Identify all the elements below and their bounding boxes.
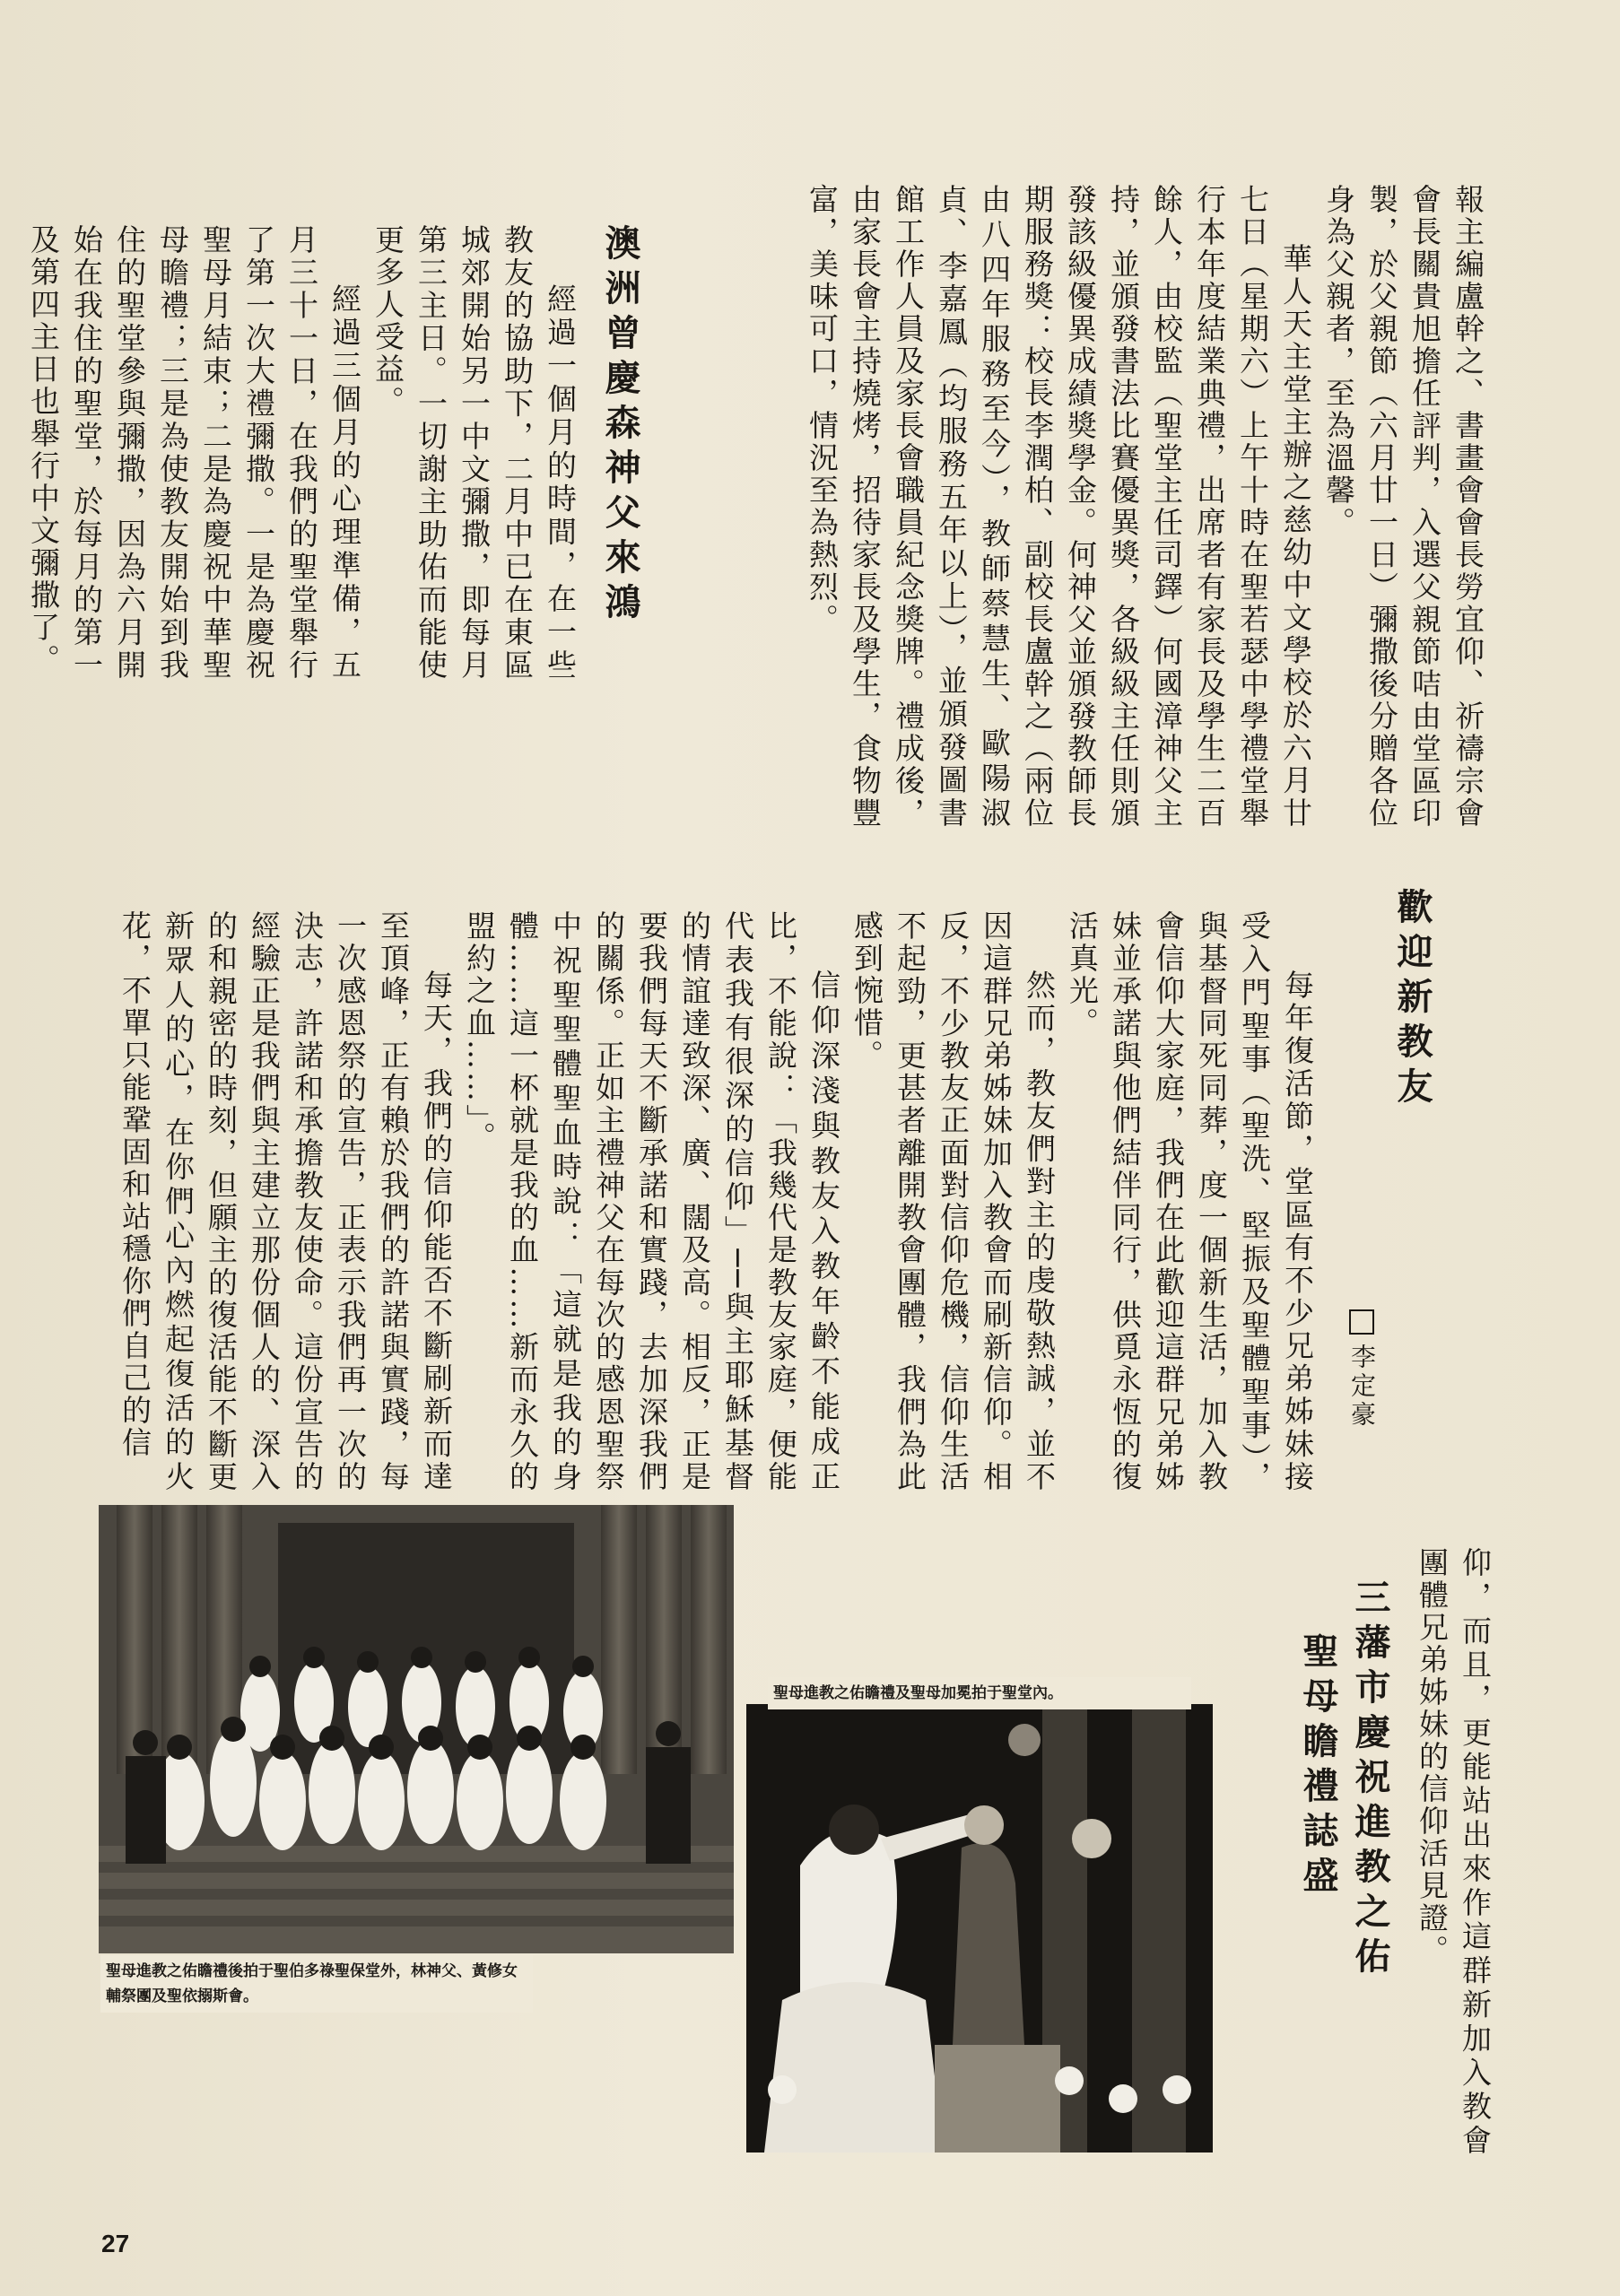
welcome-paragraph-1: 每年復活節，堂區有不少兄弟姊妹接受入門聖事（聖洗、堅振及聖體聖事），與基督同死同葬，度一個新生活，加入教會信仰大家庭，我們在此歡迎這群兄弟姊妹並承諾與他們結伴同行，供覓永恆的復活真光。 bbox=[1065, 910, 1315, 1493]
macau-article-title: 澳洲曾慶森神父來鴻 bbox=[599, 224, 640, 628]
group-photo-image bbox=[99, 1505, 734, 1953]
welcome-continuation-text: 仰，而且，更能站出來作這群新加入教會團體兄弟姊妹的信仰活見證。 bbox=[1415, 1547, 1493, 2157]
sf-title-line-2: 聖母瞻禮誌盛 bbox=[1297, 1632, 1338, 1901]
macau-article bbox=[26, 224, 581, 682]
school-paragraph-1: 報主編盧幹之、書畫會會長勞宜仰、祈禱宗會會長關貴旭擔任評判，入選父親節咭由堂區印製，於父親節（六月廿一日）彌撒後分贈各位身為父親者，至為溫馨。 bbox=[1321, 184, 1485, 830]
crowning-photo-caption: 聖母進教之佑瞻禮及聖母加冕拍于聖堂內。 bbox=[768, 1677, 1191, 1709]
welcome-paragraph-2: 然而，教友們對主的虔敬熱誠，並不因這群兄弟姊妹加入教會而刷新信仰。相反，不少教友正面對信仰危機，信仰生活不起勁，更甚者離開教會團體，我們為此感到惋惜。 bbox=[849, 910, 1057, 1493]
welcome-continuation bbox=[1407, 1547, 1496, 2157]
sf-title-line-1: 三藩市慶祝進教之佑 bbox=[1349, 1578, 1390, 1982]
group-photo-caption: 聖母進教之佑瞻禮後拍于聖伯多祿聖保堂外，林神父、黃修女輔祭團及聖依搦斯會。 bbox=[100, 1955, 533, 2013]
group-photo bbox=[99, 1505, 734, 1953]
welcome-article-author bbox=[1344, 1309, 1380, 1489]
sf-article-title bbox=[1292, 1578, 1396, 2009]
school-paragraph-2: 華人天主堂主辦之慈幼中文學校於六月廿七日（星期六）上午十時在聖若瑟中學禮堂舉行本年度結業典禮，出席者有家長及學生二百餘人，由校監（聖堂主任司鐸）何國漳神父主持，並頒發書法比賽優異獎，各級級主任則頒發該級優異成績獎學金。何神父並頒發教師長期服務獎：校長李潤柏、副校長盧幹之（兩位由八四年服務至今），教師蔡慧生、歐陽淑貞、李嘉鳳（均服務五年以上），並頒發圖書館工作人員及家長會職員紀念獎牌。禮成後，由家長會主持燒烤，招待家長及學生，食物豐富，美味可口，情況至為熱烈。 bbox=[805, 184, 1313, 830]
author-box-icon bbox=[1349, 1309, 1374, 1335]
author-name: 李定豪 bbox=[1347, 1344, 1377, 1430]
welcome-paragraph-3: 信仰深淺與教友入教年齡不能成正比，不能說：「我幾代是教友家庭，便能代表我有很深的信仰」──與主耶穌基督的情誼達致深、廣、闊及高。相反，正是要我們每天不斷承諾和實踐，去加深我們的關係。正如主禮神父在每次的感恩聖祭中祝聖聖體聖血時說：「這就是我的身體……這一杯就是我的血……新而永久的盟約之血……」。 bbox=[462, 910, 841, 1493]
crowning-photo bbox=[746, 1704, 1213, 2152]
school-article bbox=[671, 184, 1489, 830]
macau-paragraph-2: 經過三個月的心理準備，五月三十一日，在我們的聖堂舉行了第一次大禮彌撒。一是為慶祝聖母月結束；二是為慶祝中華聖母瞻禮；三是為使教友開始到我住的聖堂參與彌撒，因為六月開始在我住的聖堂，於每月的第一及第四主日也舉行中文彌撒了。 bbox=[26, 224, 362, 682]
welcome-article-title: 歡迎新教友 bbox=[1391, 888, 1433, 1112]
welcome-paragraph-4: 每天，我們的信仰能否不斷刷新而達至頂峰，正有賴於我們的許諾與實踐，每一次感恩祭的宣告，正表示我們再一次的決志，許諾和承擔教友使命。這份宣告的經驗正是我們與主建立那份個人的、深入的和親密的時刻，但願主的復活能不斷更新眾人的心，在你們心內燃起復活的火花，不單只能鞏固和站穩你們自己的信 bbox=[118, 910, 454, 1493]
page-number: 27 bbox=[101, 2230, 130, 2257]
crowning-photo-image bbox=[746, 1704, 1213, 2152]
welcome-article bbox=[99, 910, 1319, 1493]
macau-paragraph-1: 經過一個月的時間，在一些教友的協助下，二月中已在東區城郊開始另一中文彌撒，即每月第三主日。一切謝主助佑而能使更多人受益。 bbox=[370, 224, 578, 682]
